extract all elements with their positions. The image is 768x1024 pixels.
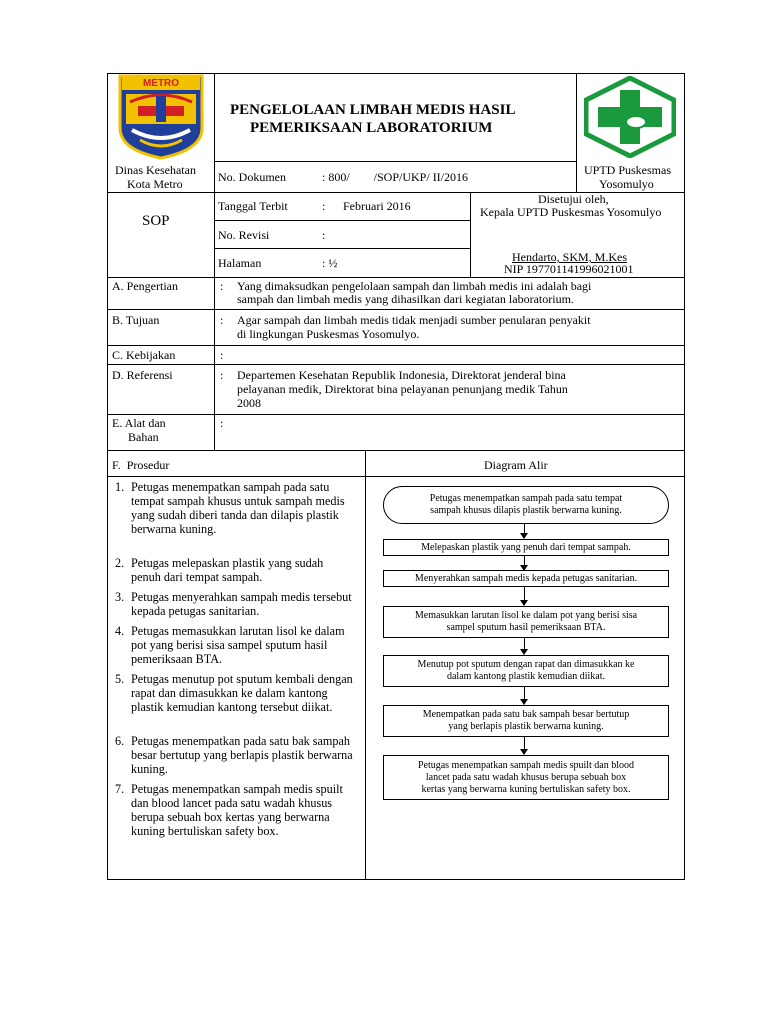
- referensi-text-1: Departemen Kesehatan Republik Indonesia, Direktorat jenderal bina: [237, 368, 566, 382]
- flow-arrow: [524, 587, 525, 601]
- terbit-label: Tanggal Terbit: [218, 199, 288, 213]
- flow-step-box: Menempatkan pada satu bak sampah besar bertutup yang berlapis plastik berwarna kuning.: [383, 705, 669, 737]
- procedure-step: 5. Petugas menutup pot sputum kembali dengan rapat dan dimasukkan ke dalam kantong plastik kemudian kantong tersebut diikat.: [115, 672, 353, 714]
- tujuan-label: B. Tujuan: [112, 313, 160, 327]
- approval-name: Hendarto, SKM, M.Kes: [512, 250, 627, 264]
- alat-colon: :: [220, 416, 224, 430]
- document-title-line-2: PEMERIKSAAN LABORATORIUM: [250, 120, 493, 136]
- alat-label-1: E. Alat dan: [112, 416, 166, 430]
- document-title-line-1: PENGELOLAAN LIMBAH MEDIS HASIL: [230, 102, 516, 118]
- procedure-step: 2. Petugas melepaskan plastik yang sudah penuh dari tempat sampah.: [115, 556, 324, 584]
- flow-step-box: Petugas menempatkan sampah medis spuilt dan blood lancet pada satu wadah khusus berupa sebuah box kertas yang berwarna kuning bertuliskan safety box.: [383, 755, 669, 800]
- kebijakan-label: C. Kebijakan: [112, 348, 176, 362]
- referensi-text-3: 2008: [237, 396, 261, 410]
- tujuan-colon: :: [220, 313, 224, 327]
- referensi-label: D. Referensi: [112, 368, 173, 382]
- revisi-colon: :: [322, 228, 326, 242]
- approval-line-1: Disetujui oleh,: [538, 192, 609, 206]
- dokumen-value: : 800/ /SOP/UKP/ II/2016: [322, 170, 469, 184]
- puskesmas-logo: [584, 76, 676, 158]
- approval-line-2: Kepala UPTD Puskesmas Yosomulyo: [480, 205, 662, 219]
- revisi-label: No. Revisi: [218, 228, 270, 242]
- logo-caption-2: Kota Metro: [127, 177, 183, 191]
- diagram-label: Diagram Alir: [484, 458, 548, 472]
- referensi-text-2: pelayanan medik, Direktorat bina pelayanan penunjang medik Tahun: [237, 382, 568, 396]
- right-caption-1: UPTD Puskesmas: [584, 163, 672, 177]
- prosedur-label: F. Prosedur: [112, 458, 170, 472]
- tujuan-text-2: di lingkungan Puskesmas Yosomulyo.: [237, 327, 420, 341]
- procedure-step: 4. Petugas memasukkan larutan lisol ke dalam pot yang berisi sisa sampel sputum hasil pemeriksaan BTA.: [115, 624, 345, 666]
- halaman-label: Halaman: [218, 256, 262, 270]
- dokumen-label: No. Dokumen: [218, 170, 286, 184]
- referensi-colon: :: [220, 368, 224, 382]
- flow-step-box: Menutup pot sputum dengan rapat dan dimasukkan ke dalam kantong plastik kemudian diikat.: [383, 655, 669, 687]
- tujuan-text-1: Agar sampah dan limbah medis tidak menjadi sumber penularan penyakit: [237, 313, 591, 327]
- alat-label-2: Bahan: [128, 430, 159, 444]
- flow-step-box: Melepaskan plastik yang penuh dari tempat sampah.: [383, 539, 669, 556]
- terbit-colon: :: [322, 199, 326, 213]
- metro-logo: [118, 74, 204, 160]
- pengertian-text-2: sampah dan limbah medis yang dihasilkan dari kegiatan laboratorium.: [237, 292, 574, 306]
- flow-step-box: Menyerahkan sampah medis kepada petugas sanitarian.: [383, 570, 669, 587]
- sop-label: SOP: [142, 213, 170, 229]
- terbit-value: Februari 2016: [343, 199, 411, 213]
- flow-step-box: Memasukkan larutan lisol ke dalam pot yang berisi sisa sampel sputum hasil pemeriksaan BTA.: [383, 606, 669, 638]
- right-caption-2: Yosomulyo: [599, 177, 654, 191]
- procedure-step: 7. Petugas menempatkan sampah medis spuilt dan blood lancet pada satu wadah khusus berupa sebuah box kertas yang berwarna kuning bertuliskan safety box.: [115, 782, 343, 838]
- logo-text: METRO: [142, 78, 180, 89]
- pengertian-text-1: Yang dimaksudkan pengelolaan sampah dan limbah medis ini adalah bagi: [237, 279, 592, 293]
- kebijakan-colon: :: [220, 348, 224, 362]
- flow-start-terminator: Petugas menempatkan sampah pada satu tempat sampah khusus dilapis plastik berwarna kuning.: [383, 486, 669, 524]
- halaman-value: : ½: [322, 256, 338, 270]
- procedure-step: 3. Petugas menyerahkan sampah medis tersebut kepada petugas sanitarian.: [115, 590, 352, 618]
- approval-nip: NIP 197701141996021001: [504, 262, 634, 276]
- procedure-step: 6. Petugas menempatkan pada satu bak sampah besar bertutup yang berlapis plastik berwarna kuning.: [115, 734, 353, 776]
- logo-caption-1: Dinas Kesehatan: [115, 163, 196, 177]
- pengertian-colon: :: [220, 279, 224, 293]
- pengertian-label: A. Pengertian: [112, 279, 178, 293]
- procedure-step: 1. Petugas menempatkan sampah pada satu tempat sampah khusus untuk sampah medis yang sudah diberi tanda dan dilapis plastik berwarna kuning.: [115, 480, 345, 536]
